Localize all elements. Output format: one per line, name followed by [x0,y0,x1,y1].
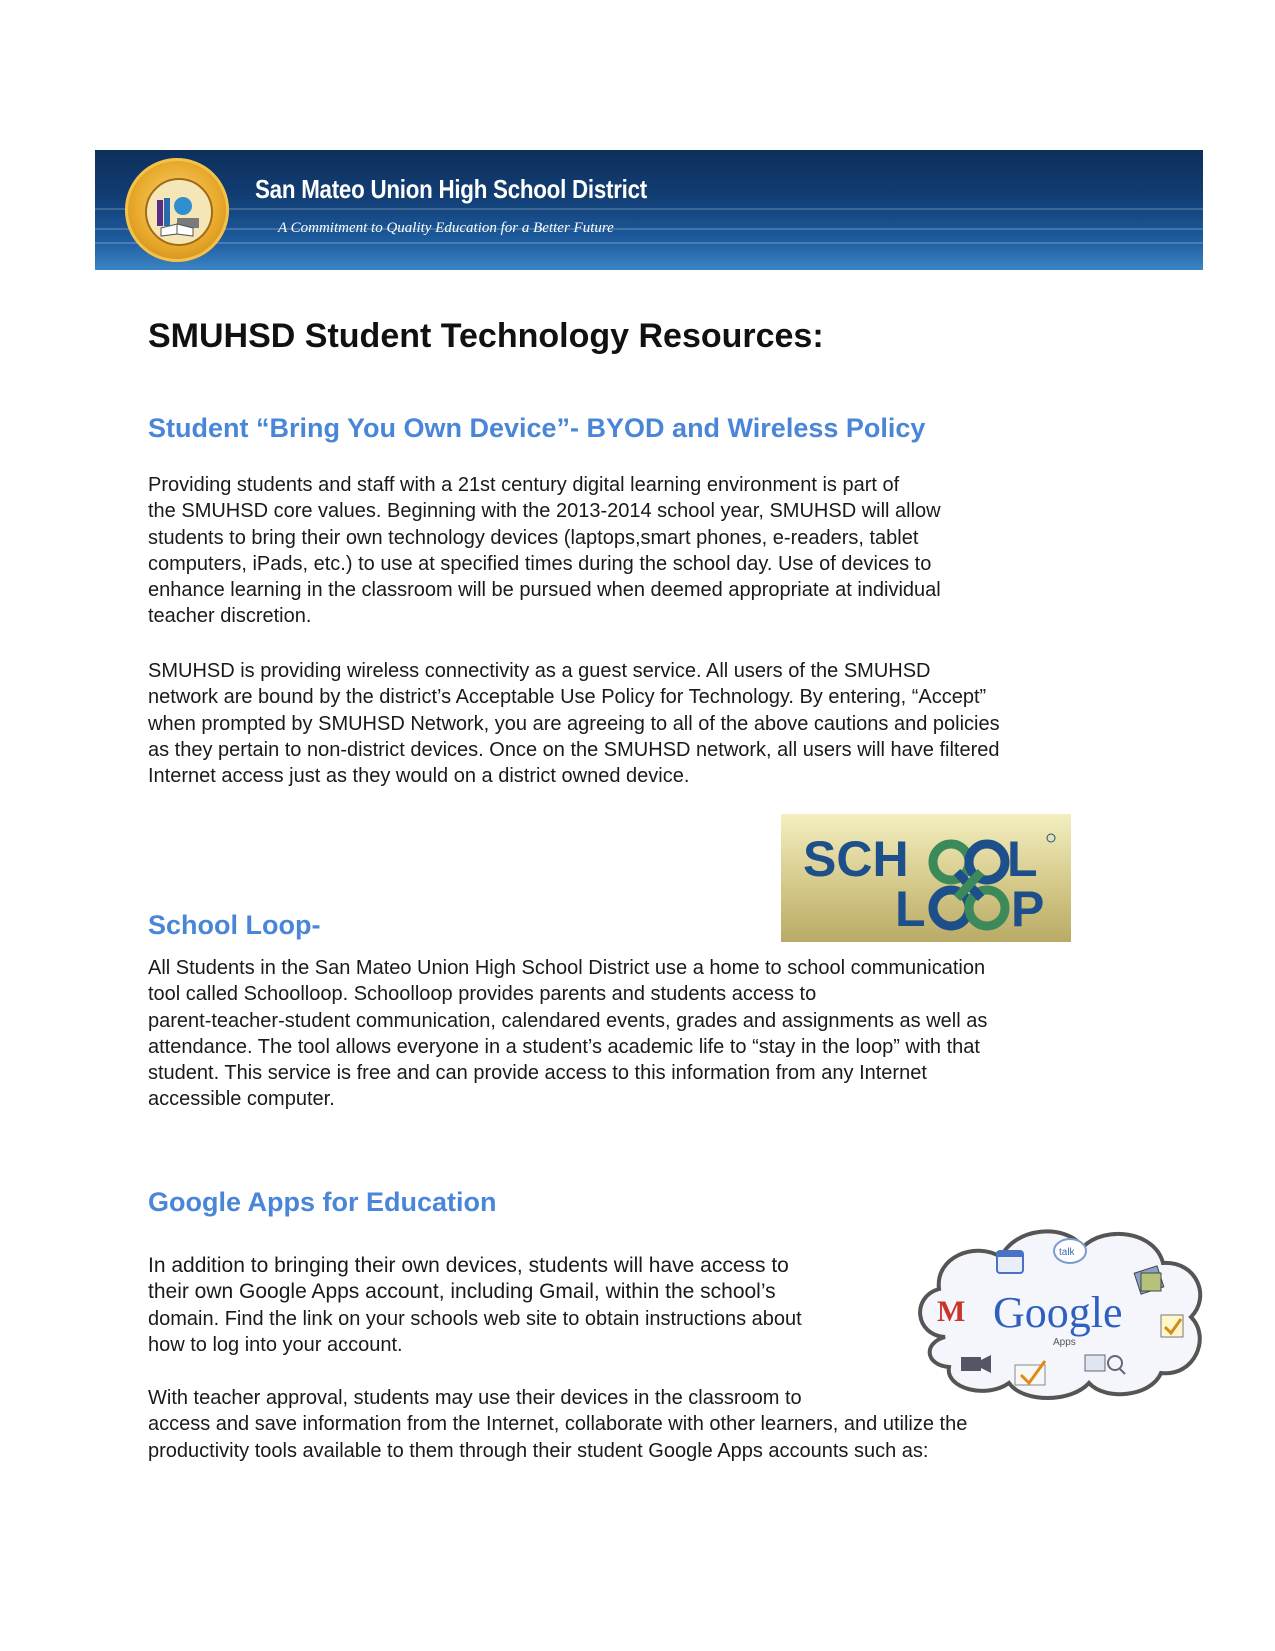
google-apps-logo [905,1217,1217,1405]
text-line: network are bound by the district’s Acceptable Use Policy for Technology. By entering, “Accept” [148,686,987,709]
school-loop-logo [781,814,1071,942]
talk-bubble-icon [1054,1239,1086,1263]
text-line: their own Google Apps account, including Gmail, within the school’s [148,1280,776,1304]
logo-text: L [895,881,926,937]
district-seal-logo [125,158,229,262]
text-line: students to bring their own technology devices (laptops,smart phones, e-readers, tablet [148,526,919,549]
text-line: All Students in the San Mateo Union High School District use a home to school communication [148,957,986,979]
google-wordmark: Google [993,1288,1123,1337]
svg-text:M: M [937,1295,966,1328]
logo-text: SCH [803,831,909,887]
text-line: how to log into your account. [148,1333,403,1356]
logo-text: P [1011,881,1045,937]
envelope-check-icon [1015,1361,1045,1385]
text-line: teacher discretion. [148,605,312,628]
text-line: tool called Schoolloop. Schoolloop provides parents and students access to [148,983,817,1006]
text-line: With teacher approval, students may use their devices in the classroom to [148,1387,802,1409]
checklist-icon [1161,1315,1183,1337]
text-line: accessible computer. [148,1088,335,1111]
text-line: when prompted by SMUHSD Network, you are agreeing to all of the above cautions and policies [148,712,1000,735]
loop-knot-icon [933,844,1005,926]
books-globe-icon [147,180,211,244]
apps-label: Apps [1053,1337,1076,1348]
text-line: productivity tools available to them through their student Google Apps accounts such as: [148,1439,929,1462]
byod-paragraph-1 [148,472,941,630]
district-banner [95,150,1203,270]
text-line: student. This service is free and can provide access to this information from any Internet [148,1062,927,1085]
text-line: enhance learning in the classroom will be pursued when deemed appropriate at individual [148,579,941,602]
text-line: Providing students and staff with a 21st century digital learning environment is part of [148,474,900,496]
byod-heading: Student “Bring You Own Device”- BYOD and Wireless Policy [148,413,926,443]
text-line: Internet access just as they would on a district owned device. [148,765,690,788]
text-line: attendance. The tool allows everyone in a student’s academic life to “stay in the loop” with that [148,1035,980,1058]
district-name: San Mateo Union High School District [255,174,647,204]
school-loop-heading: School Loop- [148,910,321,940]
text-line: In addition to bringing their own devices, students will have access to [148,1254,789,1277]
school-loop-paragraph [148,955,987,1113]
text-line: access and save information from the Internet, collaborate with other learners, and utilize the [148,1413,968,1436]
svg-text:talk: talk [1059,1247,1075,1258]
google-apps-heading: Google Apps for Education [148,1187,497,1217]
district-tagline: A Commitment to Quality Education for a Better Future [278,220,614,236]
text-line: computers, iPads, etc.) to use at specified times during the school day. Use of devices to [148,552,932,575]
gmail-icon [937,1295,965,1328]
video-camera-icon [961,1355,991,1373]
page-title: SMUHSD Student Technology Resources: [148,317,824,355]
google-paragraph-1 [148,1253,802,1358]
text-line: domain. Find the link on your schools web site to obtain instructions about [148,1307,802,1330]
text-line: SMUHSD is providing wireless connectivity as a guest service. All users of the SMUHSD [148,660,931,682]
text-line: the SMUHSD core values. Beginning with the 2013-2014 school year, SMUHSD will allow [148,500,941,523]
registered-mark-icon [1047,834,1055,842]
google-paragraph-2 [148,1385,967,1464]
byod-paragraph-2 [148,658,1000,789]
text-line: as they pertain to non-district devices. Once on the SMUHSD network, all users will have filtered [148,738,1000,761]
logo-text: L [1007,831,1038,887]
text-line: parent-teacher-student communication, calendared events, grades and assignments as well as [148,1009,988,1032]
calendar-icon [997,1251,1023,1273]
